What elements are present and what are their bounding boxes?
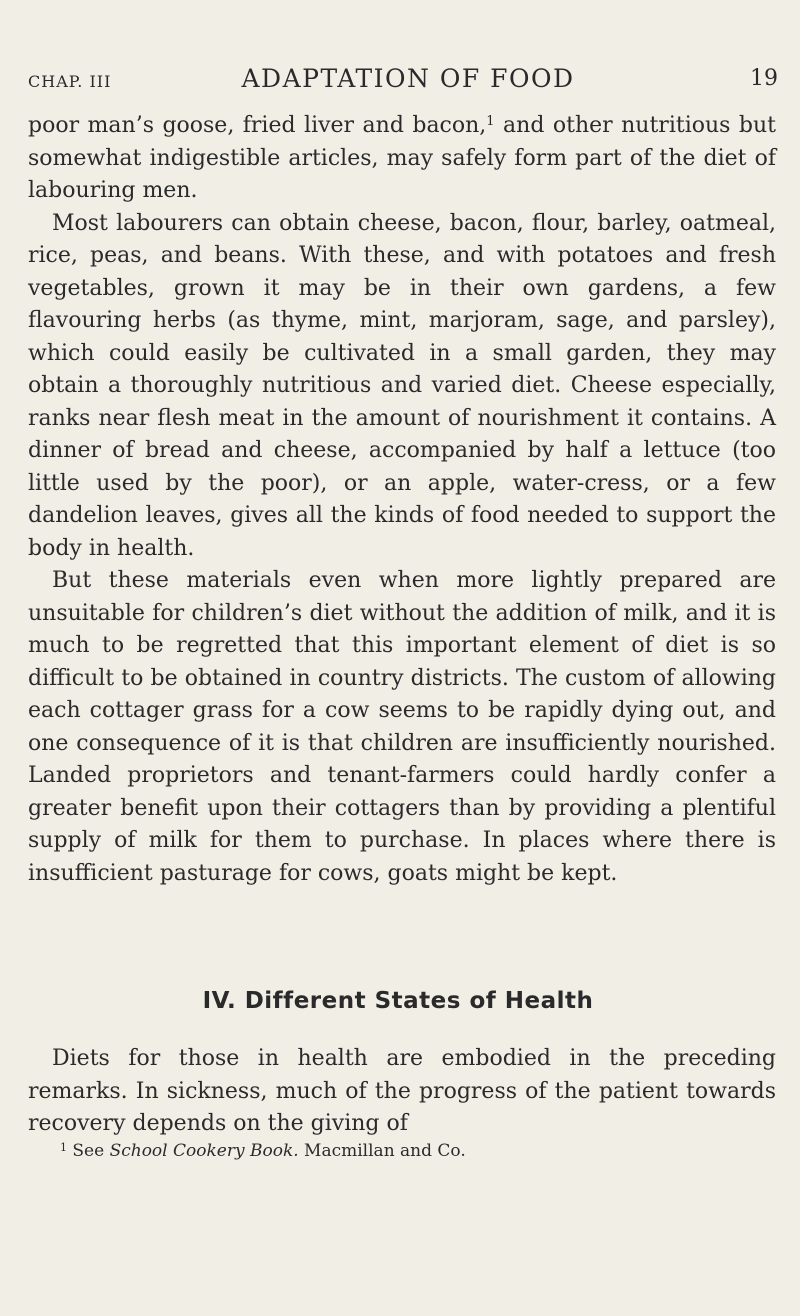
paragraph-continued bbox=[28, 110, 776, 208]
chapter-label: CHAP. III bbox=[28, 72, 112, 91]
paragraph-text: poor man’s goose, fried liver and bacon, bbox=[28, 113, 487, 138]
paragraph: But these materials even when more lightly prepared are unsuitable for children’s diet without the addition of milk, and it is much to be regretted that this important element of diet is so difficult to be obtained in country districts. The custom of allowing each cottager grass for a cow seems to be rapidly dying out, and one consequence of it is that children are insufficiently nourished. Landed proprietors and tenant-farmers could hardly confer a greater benefit upon their cottagers than by providing a plentiful supply of milk for them to purchase. In places where there is insufficient pasturage for cows, goats might be kept. bbox=[28, 568, 776, 886]
footnote-source: School Cookery Book. bbox=[109, 1141, 299, 1161]
section-heading: IV. Different States of Health bbox=[202, 988, 594, 1014]
section-body bbox=[28, 1043, 776, 1141]
footnote-publisher: Macmillan and Co. bbox=[298, 1141, 466, 1161]
footnote bbox=[60, 1140, 760, 1162]
paragraph-text: and other nutritious but somewhat indigestible articles, may safely form part of the diet of labouring men. bbox=[28, 113, 776, 203]
body-text bbox=[28, 110, 776, 890]
page-title: ADAPTATION OF FOOD bbox=[241, 64, 575, 93]
footnote-reference: 1 bbox=[486, 114, 495, 129]
paragraph: Diets for those in health are embodied in the preceding remarks. In sickness, much of the progress of the patient towards recovery depends on the giving of bbox=[28, 1046, 776, 1136]
paragraph: Most labourers can obtain cheese, bacon, flour, barley, oatmeal, rice, peas, and beans. With these, and with potatoes and fresh vegetables, grown it may be in their own gardens, a few flavouring herbs (as thyme, mint, marjoram, sage, and parsley), which could easily be cultivated in a small garden, they may obtain a thoroughly nutritious and varied diet. Cheese especially, ranks near flesh meat in the amount of nourishment it contains. A dinner of bread and cheese, accompanied by half a lettuce (too little used by the poor), or an apple, water-cress, or a few dandelion leaves, gives all the kinds of food needed to support the body in health. bbox=[28, 210, 776, 561]
footnote-marker: 1 bbox=[60, 1141, 67, 1154]
page-number: 19 bbox=[750, 66, 778, 91]
footnote-see: See bbox=[72, 1141, 110, 1161]
running-head bbox=[28, 64, 788, 96]
